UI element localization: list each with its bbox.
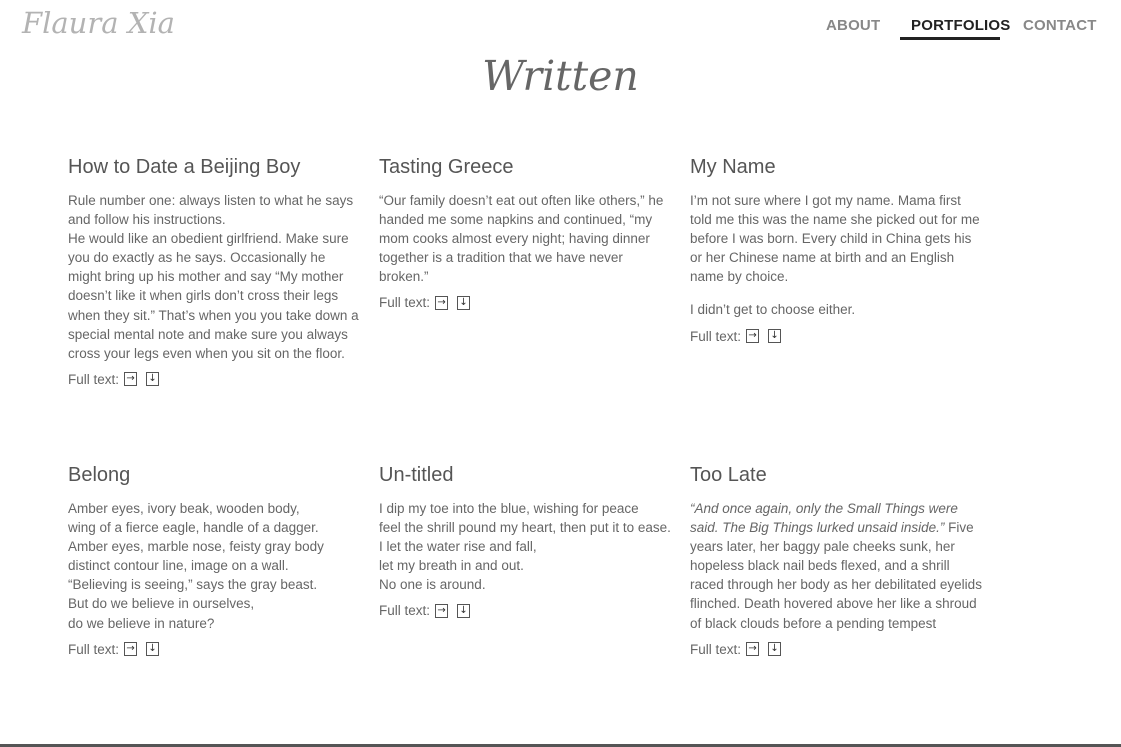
- card-too-late: [690, 462, 982, 657]
- open-in-arrow-icon[interactable]: →: [124, 372, 137, 386]
- card-excerpt: Amber eyes, ivory beak, wooden body, wing of a fierce eagle, handle of a dagger. Amber eyes, marble nose, feisty gray body distinct contour line, image on a wall. “Believing is seeing,” says the gray beast. But do we believe in ourselves, do we believe in nature?: [68, 501, 324, 631]
- download-arrow-icon[interactable]: ↓: [146, 642, 159, 656]
- open-in-arrow-icon[interactable]: →: [435, 296, 448, 310]
- full-text-label: Full text:: [690, 328, 742, 344]
- open-in-arrow-icon[interactable]: →: [124, 642, 137, 656]
- full-text-row: [690, 329, 982, 344]
- card-excerpt: Rule number one: always listen to what he says and follow his instructions. He would like an obedient girlfriend. Make sure you do exactly as he says. Occasionally he might bring up his mother and say “My mother doesn’t like it when girls don’t cross their legs when they sit.” That’s when you you take down a special mental note and make sure you always cross your legs even when you sit on the floor.: [68, 193, 359, 361]
- full-text-label: Full text:: [68, 371, 120, 387]
- card-title[interactable]: Too Late: [690, 464, 767, 486]
- card-quote: “And once again, only the Small Things were said. The Big Things lurked unsaid inside.”: [690, 501, 958, 536]
- card-excerpt-2: I didn’t get to choose either.: [690, 302, 856, 318]
- nav-contact[interactable]: CONTACT: [1023, 17, 1097, 34]
- download-arrow-icon[interactable]: ↓: [457, 604, 470, 618]
- open-in-arrow-icon[interactable]: →: [435, 604, 448, 618]
- card-excerpt-body: Five years later, her baggy pale cheeks sunk, her hopeless black nail beds flexed, and a shrill raced through her body as her debilitated eyelids flinched. Death hovered above her like a shroud of black clouds before a pending tempest: [690, 520, 982, 631]
- full-text-row: [379, 295, 671, 310]
- download-arrow-icon[interactable]: ↓: [146, 372, 159, 386]
- full-text-label: Full text:: [68, 641, 120, 657]
- site-logo[interactable]: Flaura Xia: [22, 6, 175, 40]
- full-text-label: Full text:: [379, 295, 431, 311]
- download-arrow-icon[interactable]: ↓: [457, 296, 470, 310]
- card-excerpt: I’m not sure where I got my name. Mama first told me this was the name she picked out for me before I was born. Every child in China gets his or her Chinese name at birth and an English name by choice.: [690, 193, 980, 285]
- download-arrow-icon[interactable]: ↓: [768, 329, 781, 343]
- full-text-row: [379, 603, 671, 618]
- page-title: Written: [482, 52, 639, 100]
- nav-about[interactable]: ABOUT: [826, 17, 881, 34]
- card-belong: [68, 462, 360, 657]
- card-title[interactable]: Un-titled: [379, 464, 454, 486]
- card-my-name: [690, 154, 982, 344]
- card-untitled: [379, 462, 671, 618]
- nav-portfolios[interactable]: PORTFOLIOS: [911, 17, 1011, 34]
- full-text-row: [690, 642, 982, 657]
- card-excerpt: I dip my toe into the blue, wishing for peace feel the shrill pound my heart, then put it to ease. I let the water rise and fall, let my breath in and out. No one is around.: [379, 501, 671, 593]
- open-in-arrow-icon[interactable]: →: [746, 329, 759, 343]
- download-arrow-icon[interactable]: ↓: [768, 642, 781, 656]
- full-text-label: Full text:: [379, 603, 431, 619]
- card-title[interactable]: Tasting Greece: [379, 156, 514, 178]
- card-tasting-greece: [379, 154, 671, 310]
- full-text-row: [68, 642, 360, 657]
- card-how-to-date: [68, 154, 360, 387]
- nav-active-underline: [900, 37, 1000, 40]
- full-text-row: [68, 372, 360, 387]
- card-title[interactable]: Belong: [68, 464, 131, 486]
- open-in-arrow-icon[interactable]: →: [746, 642, 759, 656]
- card-excerpt: “Our family doesn’t eat out often like others,” he handed me some napkins and continued, “my mom cooks almost every night; having dinner together is a tradition that we have never broken.”: [379, 193, 664, 285]
- card-excerpt: [690, 499, 982, 633]
- card-title[interactable]: How to Date a Beijing Boy: [68, 156, 301, 178]
- card-title[interactable]: My Name: [690, 156, 776, 178]
- full-text-label: Full text:: [690, 641, 742, 657]
